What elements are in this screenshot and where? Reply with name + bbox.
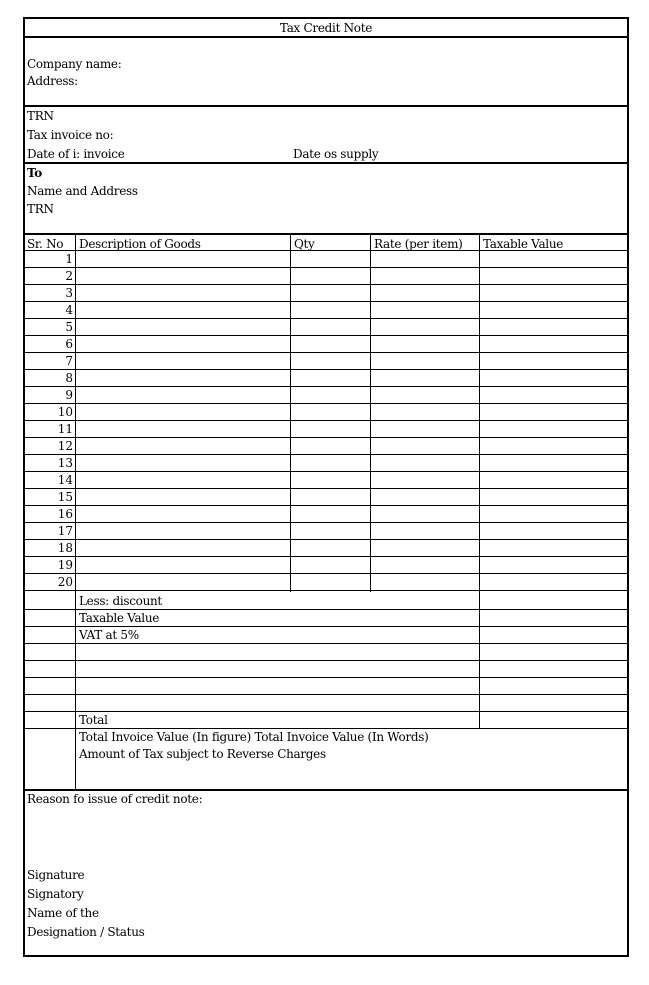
- divider: [25, 36, 627, 38]
- row-line: [25, 488, 627, 489]
- row-number: 14: [57, 473, 73, 487]
- name-address-label: Name and Address: [27, 184, 138, 198]
- column-divider: [290, 233, 291, 592]
- date-invoice-label: Date of i: invoice: [27, 147, 125, 161]
- reverse-charges-label: Amount of Tax subject to Reverse Charges: [79, 747, 326, 761]
- signatory-label: Signatory: [27, 887, 84, 901]
- row-line: [25, 590, 627, 591]
- summary-line: [25, 677, 627, 678]
- row-line: [25, 335, 627, 336]
- header-sr-no: Sr. No: [27, 237, 64, 251]
- date-supply-label: Date os supply: [293, 147, 379, 161]
- divider: [25, 789, 627, 791]
- summary-line: [25, 609, 627, 610]
- row-number: 15: [57, 490, 73, 504]
- row-number: 4: [65, 303, 73, 317]
- row-line: [25, 352, 627, 353]
- row-number: 17: [57, 524, 73, 538]
- column-divider: [370, 233, 371, 592]
- row-number: 19: [57, 558, 73, 572]
- row-line: [25, 284, 627, 285]
- row-number: 12: [57, 439, 73, 453]
- row-line: [25, 539, 627, 540]
- row-number: 5: [65, 320, 73, 334]
- tax-invoice-label: Tax invoice no:: [27, 128, 114, 142]
- taxable-value-label: Taxable Value: [79, 611, 160, 625]
- row-number: 13: [57, 456, 73, 470]
- total-label: Total: [79, 713, 108, 727]
- trn-label: TRN: [27, 109, 54, 123]
- row-number: 18: [57, 541, 73, 555]
- row-line: [25, 403, 627, 404]
- row-line: [25, 318, 627, 319]
- row-number: 20: [57, 575, 73, 589]
- designation-label: Designation / Status: [27, 925, 145, 939]
- summary-line: [25, 711, 627, 712]
- vat-label: VAT at 5%: [79, 628, 139, 642]
- reason-label: Reason fo issue of credit note:: [27, 792, 203, 806]
- to-label: To: [27, 166, 42, 180]
- address-label: Address:: [27, 74, 78, 88]
- divider: [25, 233, 627, 235]
- header-rate: Rate (per item): [374, 237, 463, 251]
- row-number: 3: [65, 286, 73, 300]
- row-line: [25, 522, 627, 523]
- summary-line: [25, 643, 627, 644]
- row-line: [25, 454, 627, 455]
- row-line: [25, 420, 627, 421]
- signature-label: Signature: [27, 868, 85, 882]
- recipient-trn-label: TRN: [27, 202, 54, 216]
- summary-line: [25, 694, 627, 695]
- row-number: 10: [57, 405, 73, 419]
- row-number: 1: [65, 252, 73, 266]
- tax-credit-note-form: [23, 17, 629, 957]
- row-number: 7: [65, 354, 73, 368]
- column-divider: [479, 233, 480, 728]
- row-number: 8: [65, 371, 73, 385]
- summary-line: [25, 728, 627, 729]
- name-of-the-label: Name of the: [27, 906, 99, 920]
- row-line: [25, 556, 627, 557]
- row-line: [25, 386, 627, 387]
- row-line: [25, 471, 627, 472]
- summary-line: [25, 626, 627, 627]
- row-line: [25, 437, 627, 438]
- row-number: 16: [57, 507, 73, 521]
- total-invoice-value-line: Total Invoice Value (In figure) Total Invoice Value (In Words): [79, 730, 429, 744]
- form-title: Tax Credit Note: [279, 21, 373, 35]
- row-line: [25, 505, 627, 506]
- row-line: [25, 369, 627, 370]
- row-number: 2: [65, 269, 73, 283]
- row-number: 6: [65, 337, 73, 351]
- row-line: [25, 573, 627, 574]
- header-qty: Qty: [294, 237, 315, 251]
- divider: [25, 162, 627, 164]
- row-line: [25, 267, 627, 268]
- row-line: [25, 301, 627, 302]
- summary-line: [25, 660, 627, 661]
- row-number: 9: [65, 388, 73, 402]
- column-divider: [75, 233, 76, 789]
- header-taxable-value: Taxable Value: [483, 237, 564, 251]
- company-name-label: Company name:: [27, 57, 122, 71]
- row-number: 11: [57, 422, 73, 436]
- less-discount-label: Less: discount: [79, 594, 162, 608]
- row-line: [25, 250, 627, 251]
- divider: [25, 105, 627, 107]
- header-description: Description of Goods: [79, 237, 201, 251]
